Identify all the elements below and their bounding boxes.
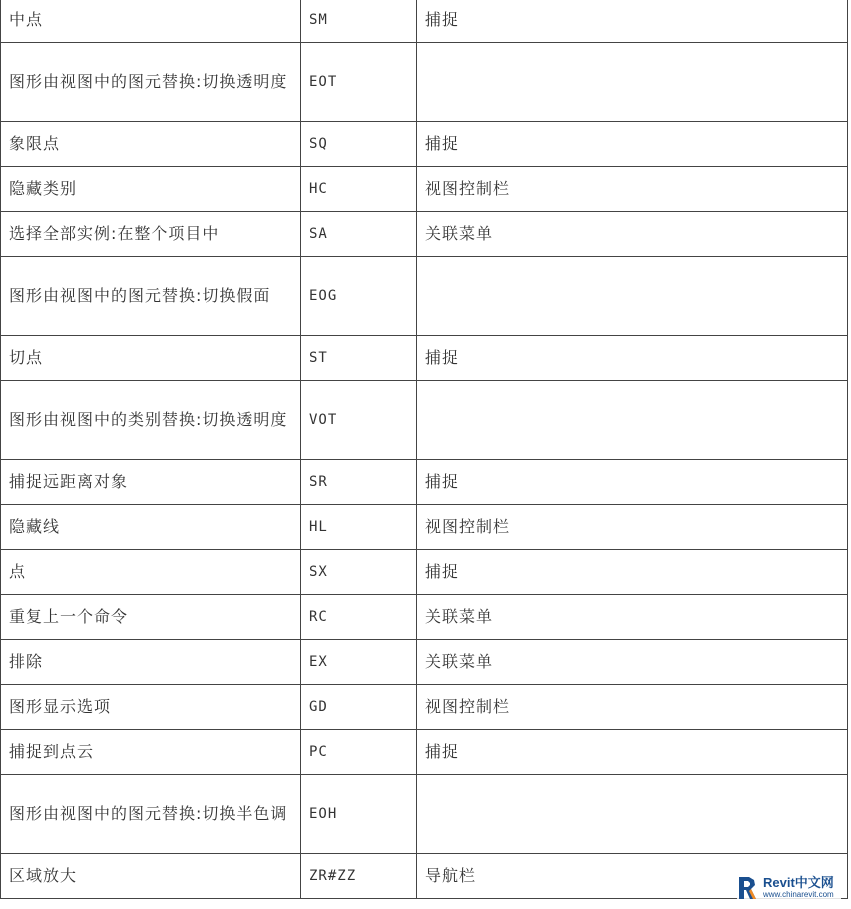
table-row bbox=[1, 730, 848, 775]
category-cell: 视图控制栏 bbox=[417, 505, 848, 550]
command-name-cell: 象限点 bbox=[1, 122, 301, 167]
table-row bbox=[1, 212, 848, 257]
table-row bbox=[1, 43, 848, 122]
revit-r-logo-icon bbox=[737, 875, 759, 901]
table-row bbox=[1, 460, 848, 505]
table-row bbox=[1, 122, 848, 167]
command-name-cell: 图形由视图中的类别替换:切换透明度 bbox=[1, 381, 301, 460]
shortcut-key-cell: SM bbox=[301, 0, 417, 43]
table-row bbox=[1, 775, 848, 854]
shortcut-key-cell: SR bbox=[301, 460, 417, 505]
shortcut-key-cell: EOG bbox=[301, 257, 417, 336]
category-cell: 视图控制栏 bbox=[417, 167, 848, 212]
category-cell: 捕捉 bbox=[417, 336, 848, 381]
command-name-cell: 图形由视图中的图元替换:切换透明度 bbox=[1, 43, 301, 122]
command-name-cell: 重复上一个命令 bbox=[1, 595, 301, 640]
command-name-cell: 区域放大 bbox=[1, 854, 301, 899]
shortcut-key-cell: RC bbox=[301, 595, 417, 640]
shortcut-key-cell: EOT bbox=[301, 43, 417, 122]
command-name-cell: 捕捉到点云 bbox=[1, 730, 301, 775]
category-cell: 捕捉 bbox=[417, 0, 848, 43]
command-name-cell: 隐藏线 bbox=[1, 505, 301, 550]
shortcut-key-cell: VOT bbox=[301, 381, 417, 460]
command-name-cell: 选择全部实例:在整个项目中 bbox=[1, 212, 301, 257]
command-name-cell: 中点 bbox=[1, 0, 301, 43]
shortcut-key-cell: PC bbox=[301, 730, 417, 775]
table-row bbox=[1, 595, 848, 640]
category-cell bbox=[417, 257, 848, 336]
category-cell: 关联菜单 bbox=[417, 212, 848, 257]
category-cell: 捕捉 bbox=[417, 122, 848, 167]
shortcut-key-cell: HL bbox=[301, 505, 417, 550]
shortcut-key-cell: SA bbox=[301, 212, 417, 257]
shortcut-key-cell: SX bbox=[301, 550, 417, 595]
table-row bbox=[1, 257, 848, 336]
shortcut-key-cell: ST bbox=[301, 336, 417, 381]
command-name-cell: 排除 bbox=[1, 640, 301, 685]
watermark-url: www.chinarevit.com bbox=[763, 890, 834, 899]
shortcut-key-cell: HC bbox=[301, 167, 417, 212]
table-row bbox=[1, 640, 848, 685]
table-row bbox=[1, 381, 848, 460]
category-cell: 捕捉 bbox=[417, 550, 848, 595]
shortcut-key-cell: SQ bbox=[301, 122, 417, 167]
command-name-cell: 图形由视图中的图元替换:切换假面 bbox=[1, 257, 301, 336]
category-cell: 关联菜单 bbox=[417, 595, 848, 640]
category-cell: 捕捉 bbox=[417, 730, 848, 775]
command-name-cell: 点 bbox=[1, 550, 301, 595]
category-cell: 关联菜单 bbox=[417, 640, 848, 685]
shortcut-key-cell: EX bbox=[301, 640, 417, 685]
category-cell bbox=[417, 43, 848, 122]
category-cell bbox=[417, 775, 848, 854]
category-cell: 导航栏 bbox=[417, 854, 848, 899]
table-row bbox=[1, 685, 848, 730]
table-row bbox=[1, 336, 848, 381]
table-row bbox=[1, 167, 848, 212]
category-cell bbox=[417, 381, 848, 460]
shortcut-key-cell: ZR#ZZ bbox=[301, 854, 417, 899]
category-cell: 捕捉 bbox=[417, 460, 848, 505]
site-watermark bbox=[737, 873, 841, 903]
command-name-cell: 隐藏类别 bbox=[1, 167, 301, 212]
command-name-cell: 切点 bbox=[1, 336, 301, 381]
command-name-cell: 图形显示选项 bbox=[1, 685, 301, 730]
table-row bbox=[1, 854, 848, 899]
category-cell: 视图控制栏 bbox=[417, 685, 848, 730]
table-row bbox=[1, 505, 848, 550]
table-row bbox=[1, 550, 848, 595]
shortcut-key-cell: EOH bbox=[301, 775, 417, 854]
command-name-cell: 捕捉远距离对象 bbox=[1, 460, 301, 505]
command-name-cell: 图形由视图中的图元替换:切换半色调 bbox=[1, 775, 301, 854]
shortcut-key-cell: GD bbox=[301, 685, 417, 730]
table-row bbox=[1, 0, 848, 43]
watermark-brand: Revit中文网 bbox=[763, 875, 834, 890]
